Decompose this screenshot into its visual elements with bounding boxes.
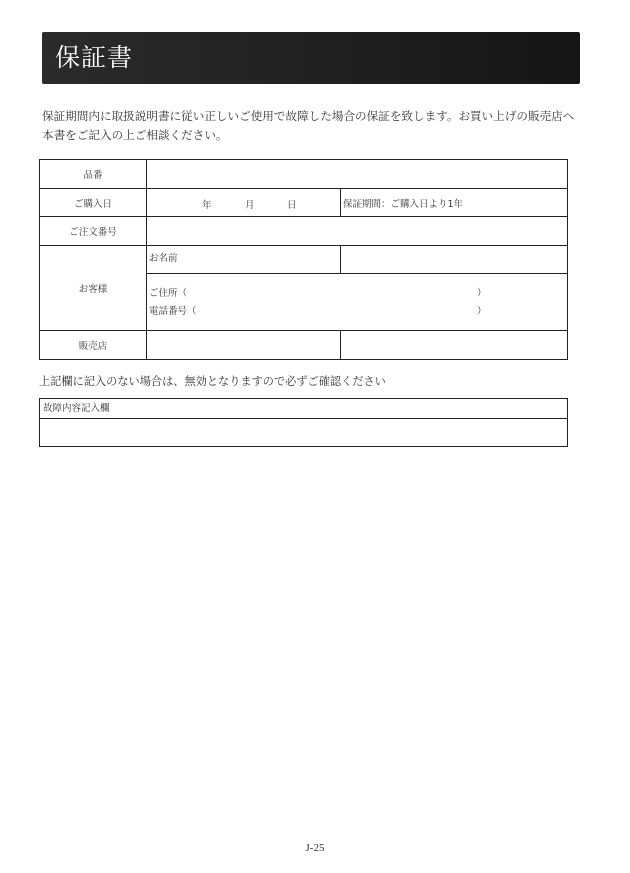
customer-label: お客様 <box>40 246 147 331</box>
remarks-label: 故障内容記入欄 <box>40 399 567 419</box>
phone-line <box>149 303 567 321</box>
intro-text: 保証期間内に取扱説明書に従い正しいご使用で故障した場合の保証を致します。お買い上げの販売店へ本書をご記入の上ご相談ください。 <box>42 109 575 142</box>
name-field[interactable] <box>147 246 341 274</box>
title-bar <box>42 32 580 84</box>
address-phone-field[interactable] <box>147 274 568 331</box>
remarks-box <box>39 398 568 447</box>
purchase-date-label: ご購入日 <box>40 189 147 217</box>
product-label: 品番 <box>40 160 147 189</box>
year-label: 年 <box>202 200 212 211</box>
name-label: お名前 <box>149 253 178 264</box>
day-label: 日 <box>287 200 297 211</box>
shop-field-extra[interactable] <box>341 331 568 360</box>
phone-close: ） <box>477 306 487 317</box>
remarks-field[interactable] <box>40 419 567 446</box>
warranty-period: 保証期間：ご購入日より1年 <box>341 189 568 217</box>
product-field[interactable] <box>147 160 568 189</box>
warranty-form <box>39 159 568 360</box>
month-label: 月 <box>245 200 255 211</box>
purchase-date-field[interactable] <box>147 189 341 217</box>
address-line <box>149 285 567 303</box>
address-close: ） <box>477 288 487 299</box>
name-field-extra[interactable] <box>341 246 568 274</box>
address-label: ご住所（ <box>149 288 188 299</box>
shop-field[interactable] <box>147 331 341 360</box>
order-number-field[interactable] <box>147 217 568 246</box>
order-number-label: ご注文番号 <box>40 217 147 246</box>
notice-text: 上記欄に記入のない場合は、無効となりますので必ずご確認ください <box>39 375 386 388</box>
page-title: 保証書 <box>55 43 134 72</box>
page-number: J-25 <box>305 842 325 854</box>
phone-label: 電話番号（ <box>149 306 197 317</box>
shop-label: 販売店 <box>40 331 147 360</box>
